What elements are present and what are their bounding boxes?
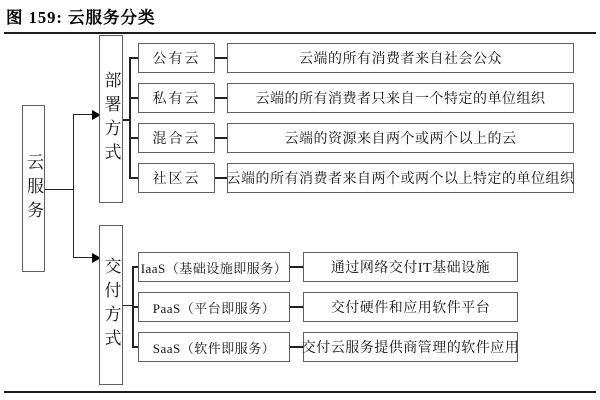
connector-deployment-spine	[129, 57, 131, 179]
connector-deployment-row4-link	[215, 177, 227, 179]
category-node-deployment	[99, 35, 123, 203]
node-hybrid-cloud	[138, 123, 215, 153]
desc-community-cloud	[227, 163, 574, 193]
node-community-cloud-label: 社区云	[152, 172, 201, 187]
node-paas-label: PaaS（平台即服务）	[152, 300, 276, 316]
connector-arrow-shaft-delivery	[74, 257, 93, 259]
desc-saas-text: 交付云服务提供商管理的软件应用	[301, 341, 520, 356]
desc-private-cloud	[227, 83, 574, 113]
connector-deployment-row2-link	[215, 97, 227, 99]
desc-paas-text: 交付硬件和应用软件平台	[330, 301, 491, 316]
desc-private-cloud-text: 云端的所有消费者只来自一个特定的单位组织	[255, 92, 546, 107]
connector-deployment-row3-stub	[130, 137, 138, 139]
node-iaas-label: IaaS（基础设施即服务）	[140, 260, 288, 276]
category-deployment-label: 部署方式	[101, 71, 121, 167]
figure-bottom-rule	[4, 391, 596, 393]
figure-title: 图 159: 云服务分类	[6, 8, 156, 27]
connector-delivery-row1-link	[290, 266, 303, 268]
desc-saas	[303, 332, 518, 362]
connector-delivery-row2-link	[290, 306, 303, 308]
node-hybrid-cloud-label: 混合云	[152, 132, 201, 147]
connector-deployment-row1-stub	[130, 57, 138, 59]
connector-deployment-row3-link	[215, 137, 227, 139]
desc-hybrid-cloud	[227, 123, 574, 153]
root-node-label: 云服务	[24, 152, 43, 225]
connector-root-stub	[45, 189, 73, 191]
desc-public-cloud-text: 云端的所有消费者来自社会公众	[299, 52, 502, 67]
category-node-delivery	[99, 225, 123, 385]
node-private-cloud	[138, 83, 215, 113]
desc-paas	[303, 292, 518, 322]
connector-deployment-row2-stub	[130, 97, 138, 99]
node-saas	[138, 332, 290, 362]
connector-arrow-shaft-deployment	[74, 114, 93, 116]
desc-public-cloud	[227, 43, 574, 73]
node-public-cloud-label: 公有云	[152, 52, 201, 67]
node-saas-label: SaaS（软件即服务）	[152, 340, 276, 356]
category-delivery-label: 交付方式	[101, 257, 121, 353]
node-iaas	[138, 252, 290, 282]
root-node-cloud-service	[22, 105, 45, 272]
connector-deployment-row1-link	[215, 57, 227, 59]
node-public-cloud	[138, 43, 215, 73]
connector-deployment-row4-stub	[130, 177, 138, 179]
desc-community-cloud-text: 云端的所有消费者来自两个或两个以上特定的单位组织	[226, 172, 575, 187]
node-community-cloud	[138, 163, 215, 193]
desc-iaas-text: 通过网络交付IT基础设施	[330, 261, 491, 276]
desc-hybrid-cloud-text: 云端的资源来自两个或两个以上的云	[284, 132, 517, 147]
node-private-cloud-label: 私有云	[152, 92, 201, 107]
desc-iaas	[303, 252, 518, 282]
title-underline-rule	[4, 32, 596, 34]
node-paas	[138, 292, 290, 322]
connector-root-spine	[73, 114, 75, 259]
